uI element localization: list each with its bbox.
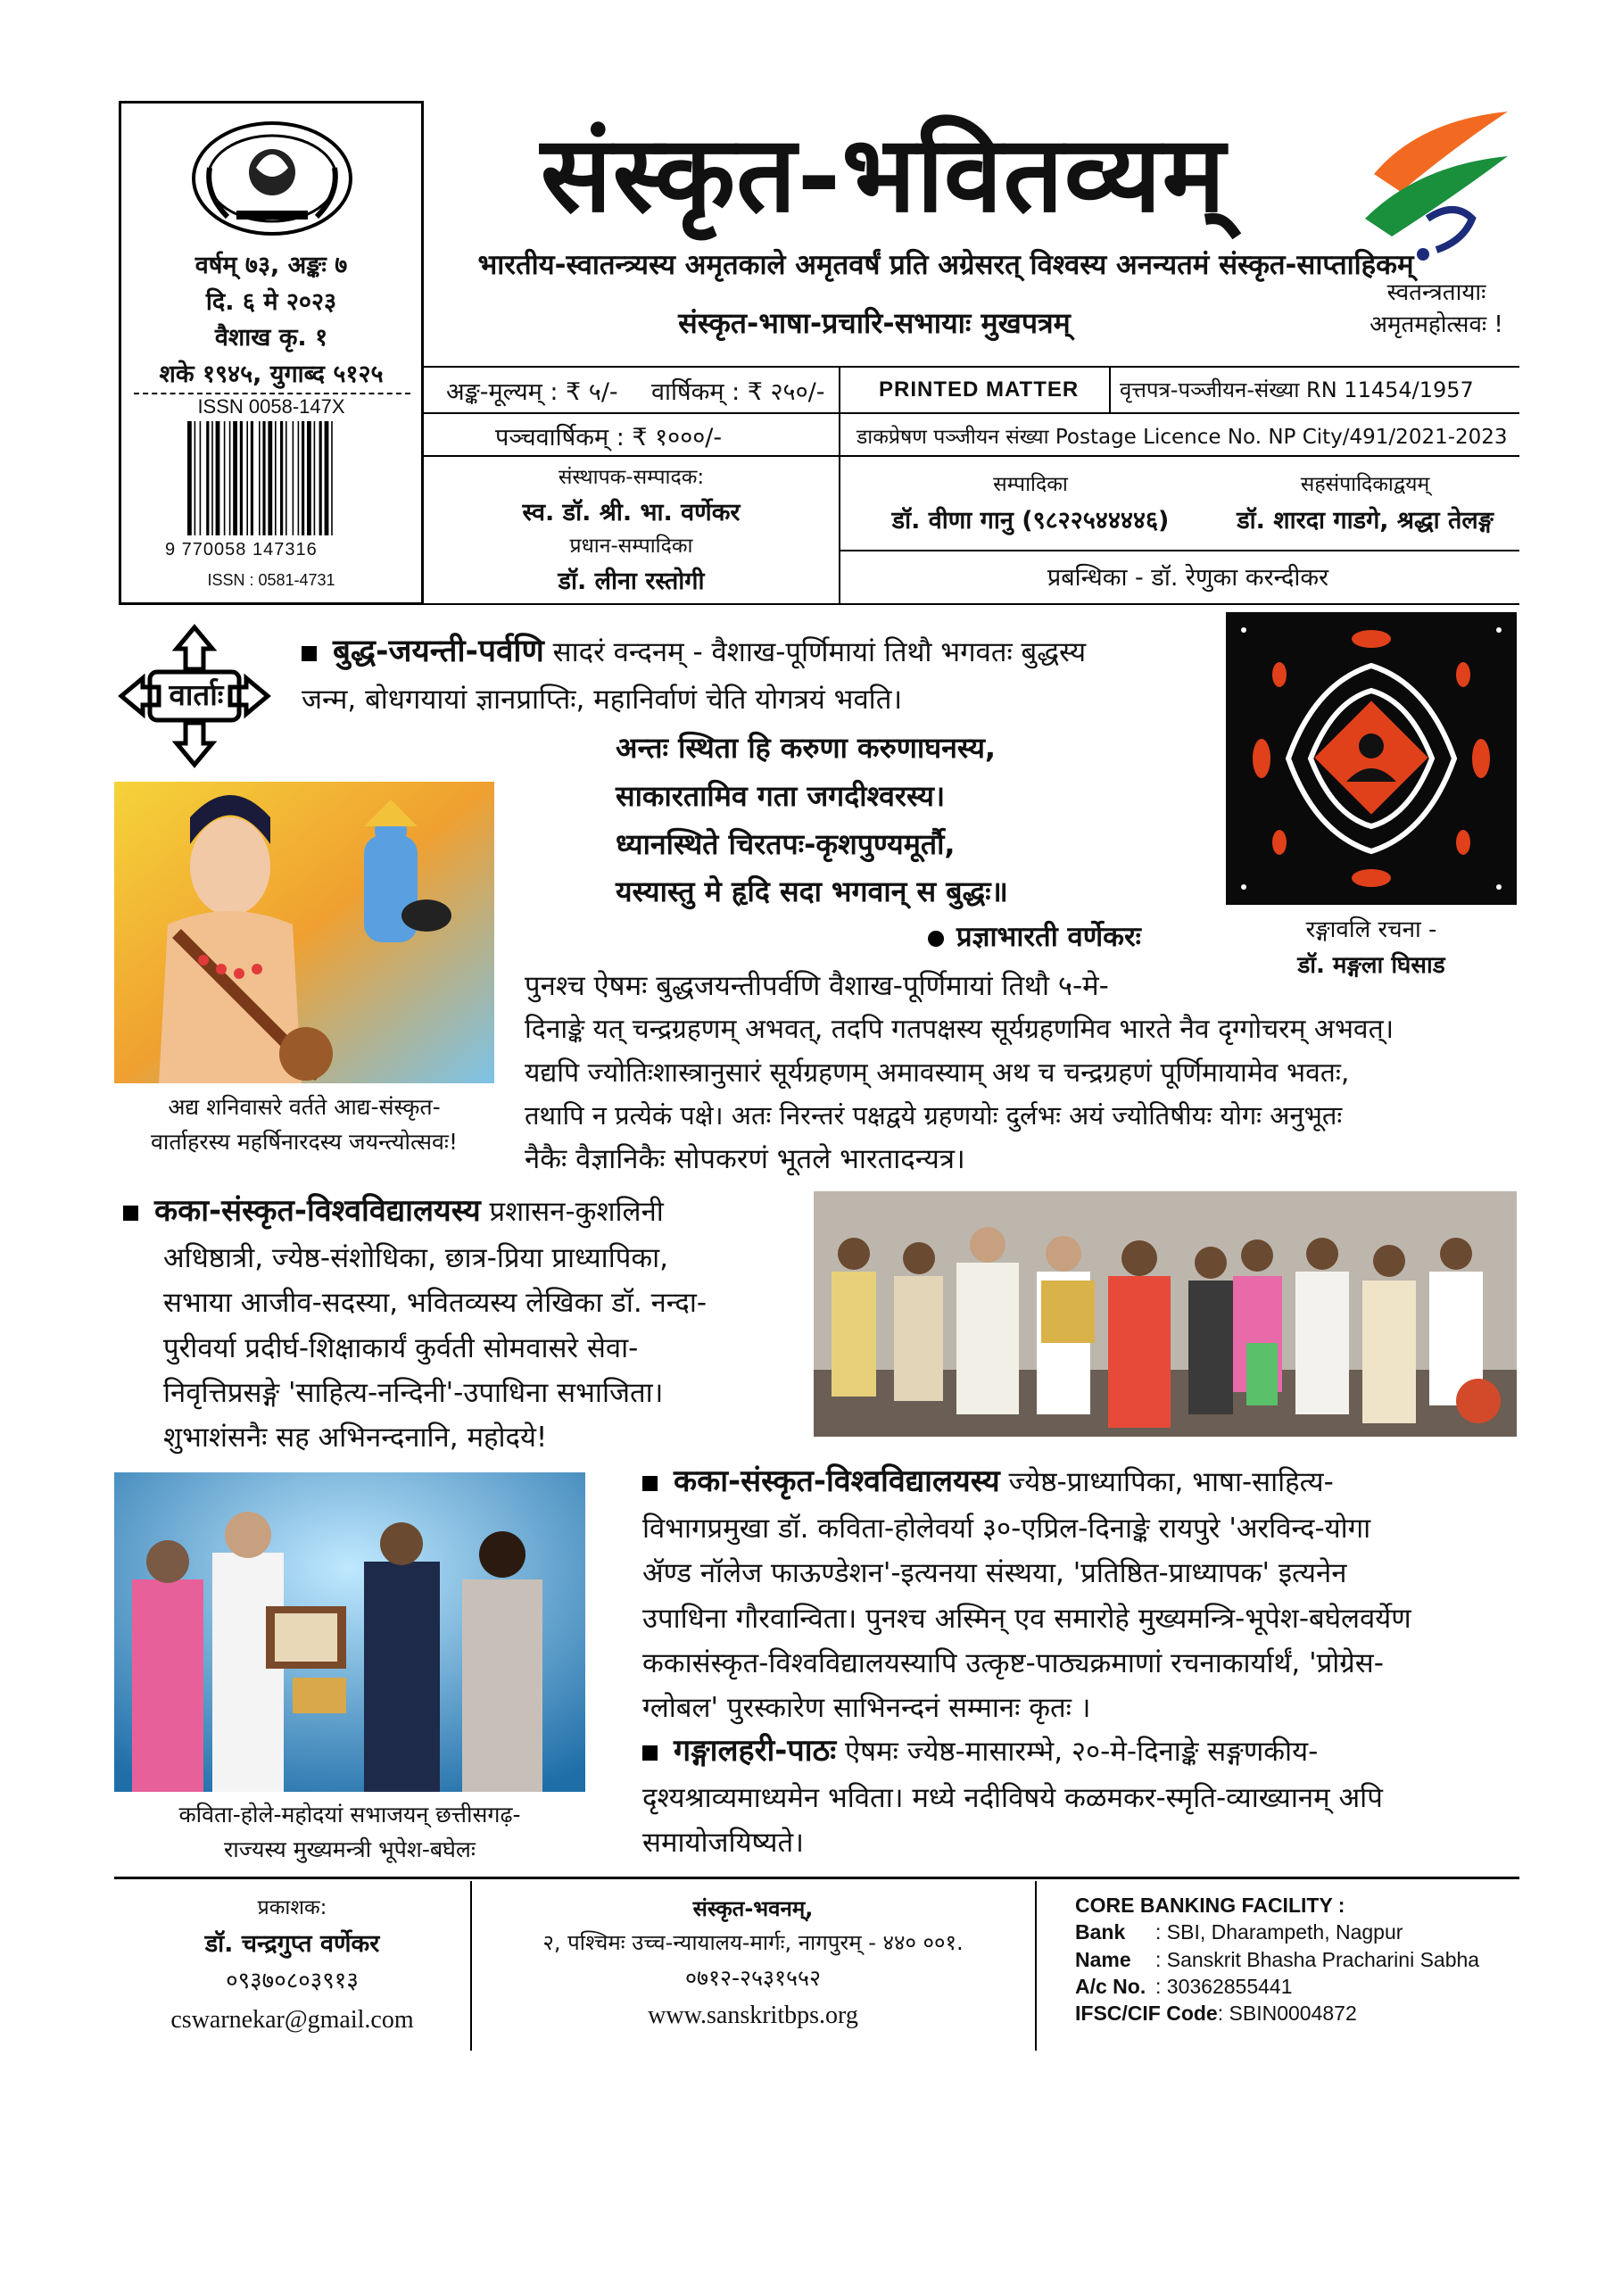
publisher-email[interactable]: cswarnekar@gmail.com bbox=[170, 2005, 414, 2034]
grid-line bbox=[424, 455, 1519, 457]
article-buddha-body bbox=[525, 964, 1522, 1182]
narada-caption-2: वार्ताहरस्य महर्षिनारदस्य जयन्त्योत्सवः! bbox=[151, 1128, 458, 1155]
founder-name: स्व. डॉ. श्री. भा. वर्णेकर bbox=[522, 498, 741, 526]
article-nanda-line: निवृत्तिप्रसङ्गे 'साहित्य-नन्दिनी'-उपाधिना सभाजिता। bbox=[163, 1376, 664, 1409]
article-nanda-puri bbox=[114, 1187, 801, 1460]
article-buddha-para-5: नैकैः वैज्ञानिकैः सोपकरणं भूतले भारतादन्यत्र। bbox=[525, 1143, 965, 1176]
bullet-icon bbox=[928, 931, 944, 947]
kavita-caption-2: राज्यस्य मुख्यमन्त्री भूपेश-बघेलः bbox=[224, 1836, 476, 1862]
verse-author: प्रज्ञाभारती वर्णेकरः bbox=[928, 917, 1141, 955]
ifsc-label: IFSC/CIF Code bbox=[1075, 2002, 1218, 2026]
annual-price: वार्षिकम् : ₹ २५०/- bbox=[651, 378, 825, 406]
address-phone: ०७१२-२५३१५५२ bbox=[684, 1964, 822, 1991]
editor-name: डॉ. वीणा गानु (९८२२५४४४४६) bbox=[891, 506, 1170, 535]
narada-caption-1: अद्य शनिवासरे वर्तते आद्य-संस्कृत- bbox=[168, 1094, 441, 1120]
barcode bbox=[186, 421, 373, 537]
issue-tithi: वैशाख कृ. १ bbox=[214, 324, 328, 352]
article-nanda-line: शुभाशंसनैः सह अभिनन्दनानि, महोदये! bbox=[163, 1421, 548, 1454]
article-kavita-line: विभागप्रमुखा डॉ. कविता-होलेवर्या ३०-एप्रिल-दिनाङ्के रायपुरे 'अरविन्द-योगा bbox=[642, 1513, 1371, 1546]
article-kavita-line: ग्लोबल' पुरस्कारेण साभिनन्दनं सम्मानः कृतः । bbox=[642, 1691, 1091, 1724]
verse-line: ध्यानस्थिते चिरतपः-कृशपुण्यमूर्तौ, bbox=[616, 826, 956, 861]
publisher-phone: ०९३७०८०३९१३ bbox=[226, 1967, 359, 1994]
issue-divider bbox=[134, 393, 410, 394]
account-number-label: A/c No. bbox=[1075, 1975, 1146, 1999]
article-nanda-heading: कका-संस्कृत-विश्वविद्यालयस्य bbox=[154, 1193, 481, 1229]
buddha-verse bbox=[616, 725, 1008, 916]
article-buddha-para-2: दिनाङ्के यत् चन्द्रग्रहणम् अभवत्, तदपि गतपक्षस्य सूर्यग्रहणमिव भारते नैव दृग्गोचरम् अभवत्। bbox=[525, 1014, 1394, 1046]
barcode-number: 9 770058 147316 bbox=[165, 540, 318, 559]
account-name-value: : Sanskrit Bhasha Pracharini Sabha bbox=[1155, 1947, 1480, 1971]
article-kavita-line: ॲण्ड नॉलेज फाऊण्डेशन'-इत्यनया संस्थया, 'प्रतिष्ठित-प्राध्यापक' इत्यनेन bbox=[642, 1557, 1347, 1590]
sabha-emblem-icon bbox=[183, 114, 361, 248]
publisher-name: डॉ. चन्द्रगुप्त वर्णेकर bbox=[204, 1929, 380, 1958]
co-editor-label: सहसंपादिकाद्वयम् bbox=[1300, 473, 1430, 496]
founder-label: संस्थापक-सम्पादक: bbox=[558, 466, 705, 489]
issue-details bbox=[125, 248, 418, 393]
ifsc-value: : SBIN0004872 bbox=[1217, 2002, 1357, 2026]
bank-value: : SBI, Dharampeth, Nagpur bbox=[1155, 1920, 1403, 1944]
varta-label: वार्ताः bbox=[169, 677, 224, 712]
article-gangalahari-line: ऐषमः ज्येष्ठ-मासारम्भे, २०-मे-दिनाङ्के सङ्गणकीय- bbox=[845, 1736, 1319, 1768]
bullet-icon bbox=[123, 1206, 138, 1221]
narada-image bbox=[114, 782, 494, 1083]
grid-line bbox=[839, 366, 840, 603]
kavita-hole-award-photo bbox=[114, 1472, 585, 1792]
grid-line bbox=[1109, 366, 1111, 412]
account-number-value: : 30362855441 bbox=[1155, 1975, 1293, 1999]
article-buddha-para-1: पुनश्च ऐषमः बुद्धजयन्तीपर्वणि वैशाख-पूर्णिमायां तिथौ ५-मे- bbox=[525, 970, 1109, 1002]
address-line1: संस्कृत-भवनम्, bbox=[692, 1896, 814, 1921]
article-buddha-heading: बुद्ध-जयन्ती-पर्वणि bbox=[333, 634, 544, 669]
felicitation-group-photo bbox=[814, 1191, 1517, 1437]
address-block bbox=[473, 1892, 1033, 2036]
issn-bottom: ISSN : 0581-4731 bbox=[207, 571, 335, 589]
article-buddha-intro-1: सादरं वन्दनम् - वैशाख-पूर्णिमायां तिथौ भगवतः बुद्धस्य bbox=[552, 636, 1087, 668]
editor-label: सम्पादिका bbox=[993, 473, 1068, 496]
bullet-icon bbox=[642, 1745, 658, 1761]
footer-divider bbox=[470, 1881, 472, 2051]
co-editor-names: डॉ. शारदा गाडगे, श्रद्धा तेलङ्ग bbox=[1237, 506, 1494, 535]
bullet-icon bbox=[642, 1476, 658, 1491]
issue-era: शके १९४५, युगाब्द ५१२५ bbox=[159, 360, 384, 388]
kavita-caption bbox=[114, 1798, 585, 1868]
footer-divider bbox=[1035, 1881, 1037, 2051]
verse-line: साकारतामिव गता जगदीश्वरस्य। bbox=[616, 778, 946, 813]
article-kavita-line: ज्येष्ठ-प्राध्यापिका, भाषा-साहित्य- bbox=[1008, 1466, 1334, 1498]
article-gangalahari-line: दृश्यश्राव्यमाध्यमेन भविता। मध्ये नदीविषये कळमकर-स्मृति-व्याख्यानम् अपि bbox=[642, 1782, 1383, 1815]
bullet-icon bbox=[302, 646, 317, 661]
issn-top: ISSN 0058-147X bbox=[197, 395, 345, 418]
website-link[interactable]: www.sanskritbps.org bbox=[648, 2001, 858, 2029]
newspaper-title: संस्कृत-भवितव्यम् bbox=[540, 112, 1227, 236]
article-nanda-line: प्रशासन-कुशलिनी bbox=[489, 1196, 664, 1228]
article-buddha-intro-2: जन्म, बोधगयायां ज्ञानप्राप्तिः, महानिर्वाणं चेति योगत्रयं भवति। bbox=[302, 683, 903, 716]
article-nanda-line: अधिष्ठात्री, ज्येष्ठ-संशोधिका, छात्र-प्रिया प्राध्यापिका, bbox=[163, 1242, 669, 1275]
rangoli-caption-1: रङ्गावलि रचना - bbox=[1305, 916, 1437, 943]
printed-matter: PRINTED MATTER bbox=[879, 377, 1080, 402]
publication-subtitle: संस्कृत-भाषा-प्रचारि-सभायाः मुखपत्रम् bbox=[678, 306, 1071, 340]
chief-editor-label: प्रधान-सम्पादिका bbox=[569, 535, 693, 559]
article-kavita-hole bbox=[642, 1457, 1526, 1730]
article-nanda-line: सभाया आजीव-सदस्या, भवितव्यस्य लेखिका डॉ. नन्दा- bbox=[163, 1287, 708, 1320]
manager: प्रबन्धिका - डॉ. रेणुका करन्दीकर bbox=[1047, 564, 1329, 592]
rangoli-caption-2: डॉ. मङ्गला घिसाड bbox=[1297, 952, 1445, 980]
five-year-price: पञ्चवार्षिकम् : ₹ १०००/- bbox=[495, 424, 723, 452]
article-kavita-line: उपाधिना गौरवान्विता। पुनश्च अस्मिन् एव समारोहे मुख्यमन्त्रि-भूपेश-बघेलवर्येण bbox=[642, 1602, 1411, 1635]
founder-block bbox=[424, 462, 839, 601]
address-line2: २, पश्चिमः उच्च-न्यायालय-मार्गः, नागपुरम् - ४४० ००१. bbox=[542, 1930, 964, 1956]
chief-editor-name: डॉ. लीना रस्तोगी bbox=[558, 568, 705, 596]
tagline: भारतीय-स्वातन्त्र्यस्य अमृतकाले अमृतवर्षं प्रति अग्रेसरत् विश्वस्य अनन्यतमं संस्कृत-साप्ताहिकम् bbox=[477, 249, 1414, 281]
article-gangalahari-heading: गङ्गालहरी-पाठः bbox=[674, 1733, 837, 1769]
swatantra-line1: स्वतन्त्रतायाः bbox=[1386, 279, 1486, 306]
article-buddha-para-3: यद्यपि ज्योतिःशास्त्रानुसारं सूर्यग्रहणम् अमावस्याम् अथ च चन्द्रग्रहणं पूर्णिमायामेव भवतः, bbox=[525, 1057, 1350, 1089]
kavita-caption-1: कविता-होले-महोदयां सभाजयन् छत्तीसगढ़- bbox=[178, 1802, 521, 1828]
bank-details bbox=[1075, 1892, 1521, 2027]
article-buddha-intro bbox=[302, 626, 1207, 722]
verse-line: यस्यास्तु मे हृदि सदा भगवान् स बुद्धः॥ bbox=[616, 874, 1008, 909]
publisher-label: प्रकाशक: bbox=[257, 1896, 327, 1919]
amrit-mahotsav-label bbox=[1320, 277, 1552, 342]
rangoli-image bbox=[1226, 612, 1517, 905]
article-buddha-para-4: तथापि न प्रत्येकं पक्षे। अतः निरन्तरं पक्षद्वये ग्रहणयोः दुर्लभः अयं ज्योतिषीयः योगः अनुभूतः bbox=[525, 1100, 1343, 1131]
account-name-label: Name bbox=[1075, 1947, 1131, 1971]
article-gangalahari bbox=[642, 1727, 1526, 1866]
verse-line: अन्तः स्थिता हि करुणा करुणाघनस्य, bbox=[616, 731, 997, 765]
footer-rule bbox=[114, 1877, 1519, 1879]
bank-label: Bank bbox=[1075, 1920, 1126, 1944]
grid-line bbox=[119, 603, 1519, 605]
co-editor-block bbox=[1213, 468, 1517, 540]
issue-price: अङ्क-मूल्यम् : ₹ ५/- bbox=[446, 378, 618, 406]
issue-date: दि. ६ मे २०२३ bbox=[205, 287, 337, 316]
narada-caption bbox=[114, 1090, 494, 1160]
article-nanda-line: पुरीवर्या प्रदीर्घ-शिक्षाकार्यं कुर्वती सोमवासरे सेवा- bbox=[163, 1331, 639, 1364]
bank-title: CORE BANKING FACILITY : bbox=[1075, 1894, 1345, 1917]
grid-line bbox=[424, 412, 1519, 414]
editor-block bbox=[857, 468, 1204, 540]
publisher-block bbox=[114, 1892, 470, 2040]
article-gangalahari-line: समायोजयिष्यते। bbox=[642, 1827, 804, 1860]
swatantra-line2: अमृतमहोत्सवः ! bbox=[1370, 311, 1503, 339]
article-kavita-line: ककासंस्कृत-विश्वविद्यालयस्यापि उत्कृष्ट-पाठ्यक्रमाणां रचनाकार्यार्थं, 'प्रोग्रेस- bbox=[642, 1646, 1384, 1679]
grid-line bbox=[839, 550, 1519, 551]
article-kavita-heading: कका-संस्कृत-विश्वविद्यालयस्य bbox=[674, 1463, 1000, 1499]
rn-registration: वृत्तपत्र-पञ्जीयन-संख्या RN 11454/1957 bbox=[1120, 377, 1474, 402]
grid-line bbox=[424, 366, 1519, 368]
issue-year-number: वर्षम् ७३, अङ्कः ७ bbox=[194, 252, 348, 279]
azadi-amrit-mahotsav-logo bbox=[1338, 103, 1526, 272]
postal-licence: डाकप्रेषण पञ्जीयन संख्या Postage Licence No. NP City/491/2021-2023 bbox=[857, 426, 1508, 449]
